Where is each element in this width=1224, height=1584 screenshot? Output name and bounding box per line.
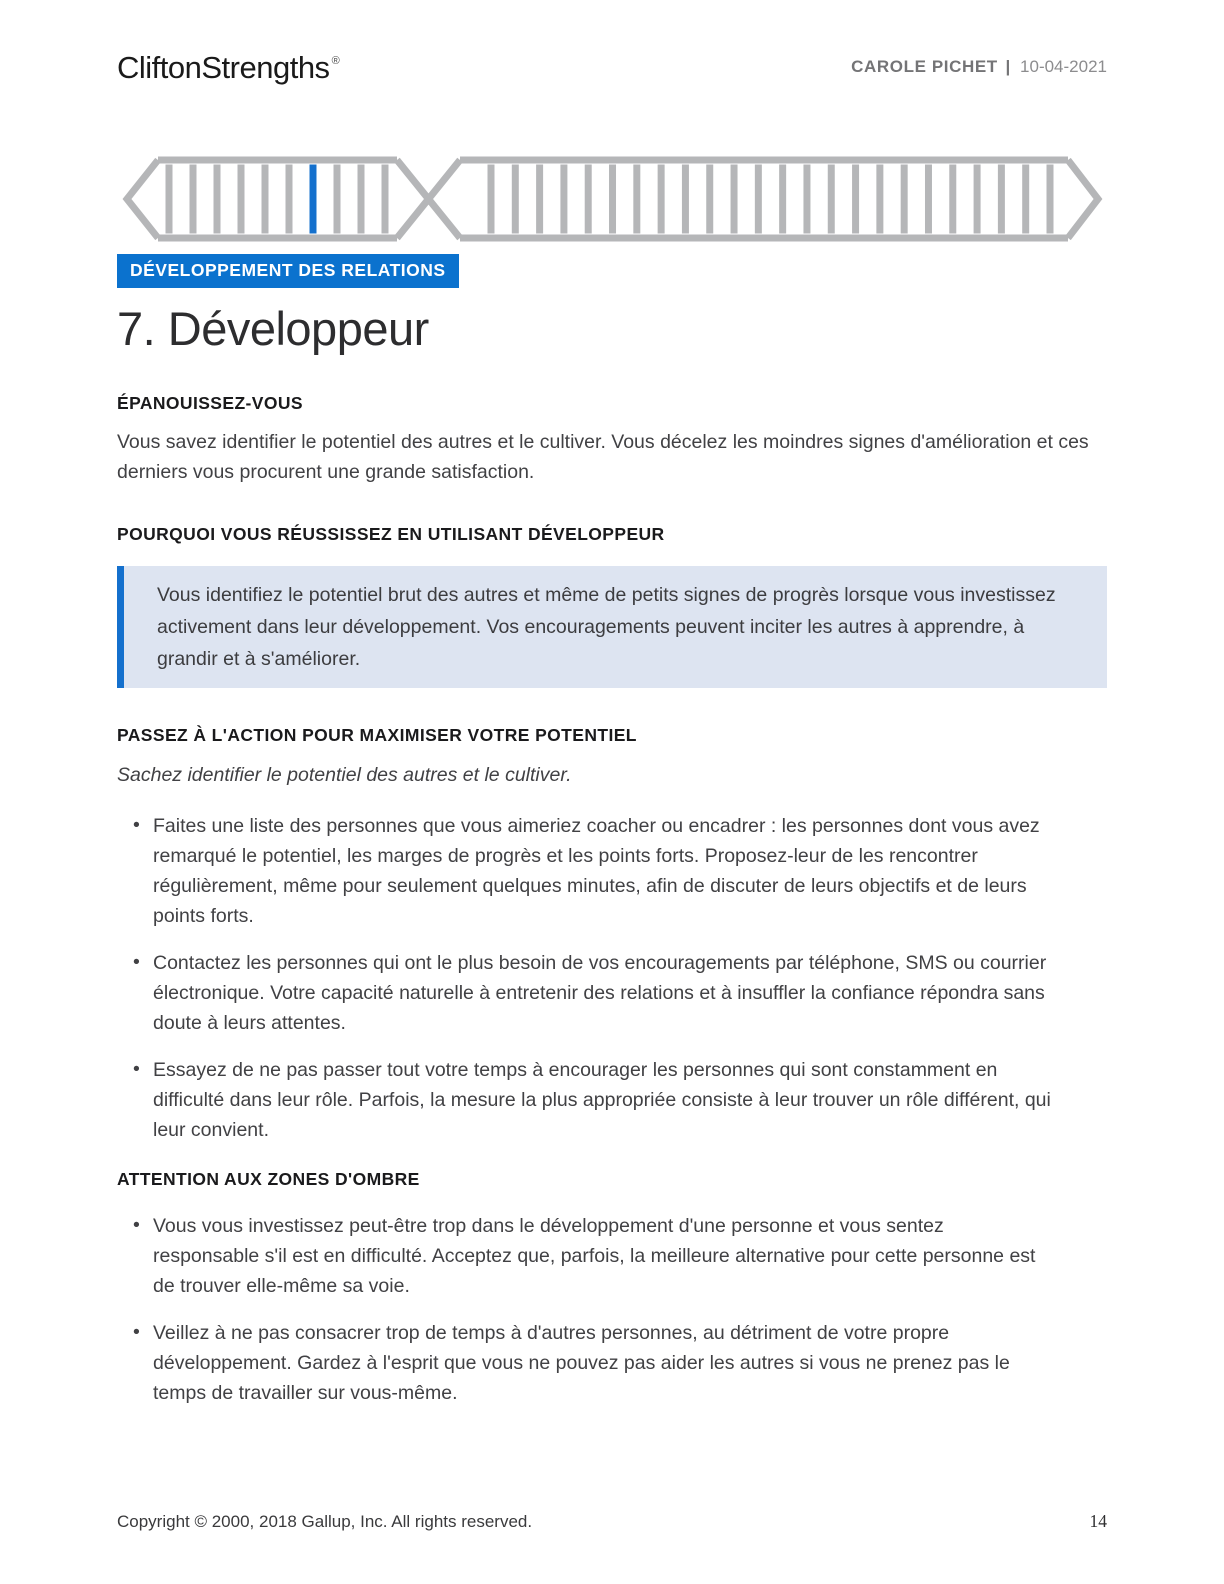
user-name: CAROLE PICHET [851,57,998,76]
strengths-dna-svg [117,155,1107,243]
bullet-item: • Essayez de ne pas passer tout votre temps à encourager les personnes qui sont constamment en difficulté dans leur rôle. Parfois, la mesure la plus appropriée consiste à leur trouver un rôle différent, qui leur convient. [133,1055,1053,1145]
strengths-dna-graphic [117,155,1107,243]
header-separator: | [1005,57,1011,76]
domain-badge: DÉVELOPPEMENT DES RELATIONS [117,254,459,288]
blindspots-bullet-list [117,1211,1107,1408]
action-intro-italic: Sachez identifier le potentiel des autres et le cultiver. [117,764,572,787]
section-blind-spots [117,1169,1107,1408]
brand-logo [117,50,339,86]
brand-logo-text: CliftonStrengths [117,50,330,85]
bullet-item: • Vous vous investissez peut-être trop dans le développement d'une personne et vous sentez responsable s'il est en difficulté. Acceptez que, parfois, la meilleure alternative pour cette personne est de trouver elle-même sa voie. [133,1211,1053,1301]
thrive-body-text: Vous savez identifier le potentiel des autres et le cultiver. Vous décelez les moindres signes d'amélioration et ces derniers vous procurent une grande satisfaction. [117,431,1089,484]
section-heading-why-succeed: POURQUOI VOUS RÉUSSISSEZ EN UTILISANT DÉVELOPPEUR [117,524,665,545]
page-footer [117,1511,1107,1532]
quote-text: Vous identifiez le potentiel brut des autres et même de petits signes de progrès lorsque vous investissez activement dans leur développement. Vos encouragements peuvent inciter les autres à apprendre, à grandir et à s'améliorer. [157,584,1056,671]
section-thrive [117,393,1107,487]
action-bullet-list [117,811,1107,1145]
quote-box [117,566,1107,688]
bullet-item: • Veillez à ne pas consacrer trop de temps à d'autres personnes, au détriment de votre propre développement. Gardez à l'esprit que vous ne pouvez pas aider les autres si vous ne prenez pas le temps de travailler sur vous-même. [133,1318,1053,1408]
registered-trademark-icon: ® [331,55,340,67]
page-header [117,50,1107,92]
theme-title: 7. Développeur [117,302,429,355]
bullet-item: • Contactez les personnes qui ont le plus besoin de vos encouragements par téléphone, SMS ou courrier électronique. Votre capacité naturelle à entretenir des relations et à insuffler la confiance répondra sans doute à leurs attentes. [133,948,1053,1038]
section-heading-blind-spots: ATTENTION AUX ZONES D'OMBRE [117,1169,420,1190]
header-meta [851,50,1107,77]
page-number: 14 [1089,1511,1107,1531]
section-heading-thrive: ÉPANOUISSEZ-VOUS [117,393,303,414]
report-date: 10-04-2021 [1020,57,1107,76]
section-heading-take-action: PASSEZ À L'ACTION POUR MAXIMISER VOTRE POTENTIEL [117,725,637,746]
bullet-item: • Faites une liste des personnes que vous aimeriez coacher ou encadrer : les personnes dont vous avez remarqué le potentiel, les marges de progrès et les points forts. Proposez-leur de les rencontrer régulièrement, même pour seulement quelques minutes, afin de discuter de leurs objectifs et de leurs points forts. [133,811,1053,931]
copyright-text: Copyright © 2000, 2018 Gallup, Inc. All rights reserved. [117,1512,533,1531]
section-take-action [117,725,1107,1145]
section-why-succeed [117,524,1107,688]
